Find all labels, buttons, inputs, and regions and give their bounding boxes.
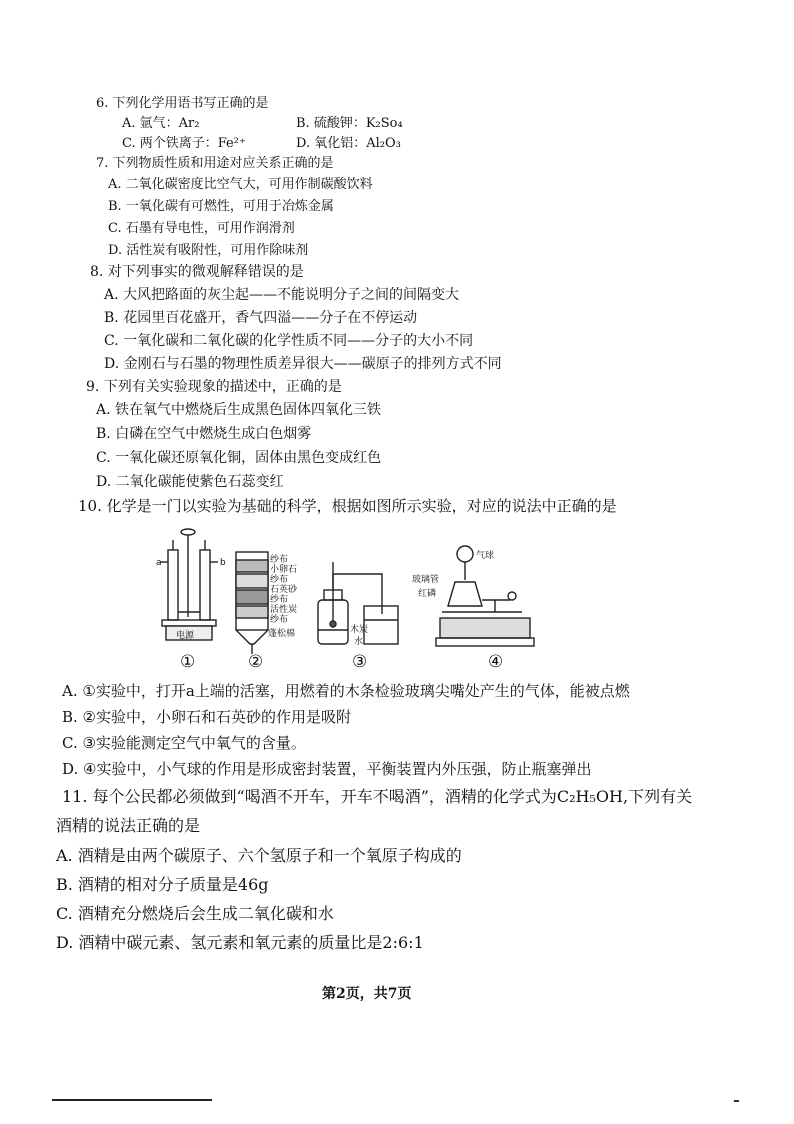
q11-option-b: B. 酒精的相对分子质量是46g [56, 875, 269, 894]
electrolysis-apparatus [160, 529, 218, 640]
q8-option-b: B. 花园里百花盛开，香气四溢——分子在不停运动 [104, 310, 418, 326]
q7-stem: 7. 下列物质性质和用途对应关系正确的是 [96, 156, 334, 171]
q8-option-c: C. 一氧化碳和二氧化碳的化学性质不同——分子的大小不同 [104, 333, 474, 349]
q10-stem: 10. 化学是一门以实验为基础的科学，根据如图所示实验，对应的说法中正确的是 [78, 497, 617, 515]
q6-option-b: B. 硫酸钾：K₂So₄ [296, 116, 403, 131]
fig-filter-layer-3: 纱布 [270, 575, 289, 585]
q6-option-d: D. 氧化铝：Al₂O₃ [296, 136, 401, 151]
q7-option-a: A. 二氧化碳密度比空气大，可用作制碳酸饮料 [108, 177, 373, 192]
q6-option-c: C. 两个铁离子：Fe²⁺ [122, 136, 246, 151]
fig-number-1: ① [180, 652, 196, 672]
experiment-figure [150, 522, 560, 672]
balance-apparatus [436, 546, 534, 646]
q7-option-d: D. 活性炭有吸附性，可用作除味剂 [108, 243, 309, 258]
q10-option-d: D. ④实验中，小气球的作用是形成密封装置，平衡装置内外压强，防止瓶塞弹出 [62, 760, 592, 778]
q9-option-d: D. 二氧化碳能使紫色石蕊变红 [96, 474, 284, 490]
q11-stem-line2: 酒精的说法正确的是 [56, 816, 201, 835]
q11-option-c: C. 酒精充分燃烧后会生成二氧化碳和水 [56, 904, 334, 923]
fig-label-glass-tube: 玻璃管 [412, 575, 440, 585]
fig-label-charcoal: 木炭 [350, 625, 369, 635]
q9-stem: 9. 下列有关实验现象的描述中，正确的是 [86, 379, 342, 395]
fig-filter-layer-5: 纱布 [270, 595, 289, 605]
fig-label-power: 电源 [176, 631, 195, 641]
water-filter-apparatus [236, 552, 268, 654]
q11-option-a: A. 酒精是由两个碳原子、六个氢原子和一个氧原子构成的 [56, 846, 462, 865]
fig-label-water: 水 [354, 637, 364, 647]
fig-label-red-phosphorus: 红磷 [418, 589, 437, 599]
q11-stem-line1: 11. 每个公民都必须做到“喝酒不开车，开车不喝酒”，酒精的化学式为C₂H₅OH,下列有关 [62, 787, 693, 806]
q8-option-d: D. 金刚石与石墨的物理性质差异很大——碳原子的排列方式不同 [104, 356, 502, 372]
fig-number-2: ② [248, 652, 264, 672]
fig-filter-layer-6: 活性炭 [270, 605, 298, 615]
experiment-diagrams [150, 522, 560, 672]
fig-number-3: ③ [352, 652, 368, 672]
footer-rule [52, 1099, 212, 1101]
q9-option-a: A. 铁在氧气中燃烧后生成黑色固体四氧化三铁 [96, 402, 382, 418]
fig-filter-layer-4: 石英砂 [270, 585, 298, 595]
q10-option-c: C. ③实验能测定空气中氧气的含量。 [62, 734, 306, 752]
q6-option-a: A. 氩气：Ar₂ [122, 116, 200, 131]
fig-label-cotton: 蓬松棉 [268, 629, 296, 639]
scan-mark [734, 1100, 739, 1102]
q8-option-a: A. 大风把路面的灰尘起——不能说明分子之间的间隔变大 [104, 287, 460, 303]
q10-option-b: B. ②实验中，小卵石和石英砂的作用是吸附 [62, 708, 352, 726]
q7-option-b: B. 一氧化碳有可燃性，可用于冶炼金属 [108, 199, 334, 214]
q8-stem: 8. 对下列事实的微观解释错误的是 [90, 264, 304, 280]
page-number: 第2页，共7页 [322, 986, 412, 1002]
fig-filter-layer-1: 纱布 [270, 555, 289, 565]
fig-number-4: ④ [488, 652, 504, 672]
q7-option-c: C. 石墨有导电性，可用作润滑剂 [108, 221, 295, 236]
fig-filter-layer-2: 小卵石 [270, 565, 298, 575]
fig-label-b: b [220, 558, 226, 568]
fig-label-a: a [156, 558, 162, 568]
fig-label-balloon: 气球 [476, 551, 495, 561]
q11-option-d: D. 酒精中碳元素、氢元素和氧元素的质量比是2:6:1 [56, 933, 424, 952]
q10-option-a: A. ①实验中，打开a上端的活塞，用燃着的木条检验玻璃尖嘴处产生的气体，能被点燃 [62, 682, 630, 700]
q9-option-b: B. 白磷在空气中燃烧生成白色烟雾 [96, 426, 312, 442]
q9-option-c: C. 一氧化碳还原氧化铜，固体由黑色变成红色 [96, 450, 382, 466]
q6-stem: 6. 下列化学用语书写正确的是 [96, 96, 269, 111]
fig-filter-layer-7: 纱布 [270, 615, 289, 625]
